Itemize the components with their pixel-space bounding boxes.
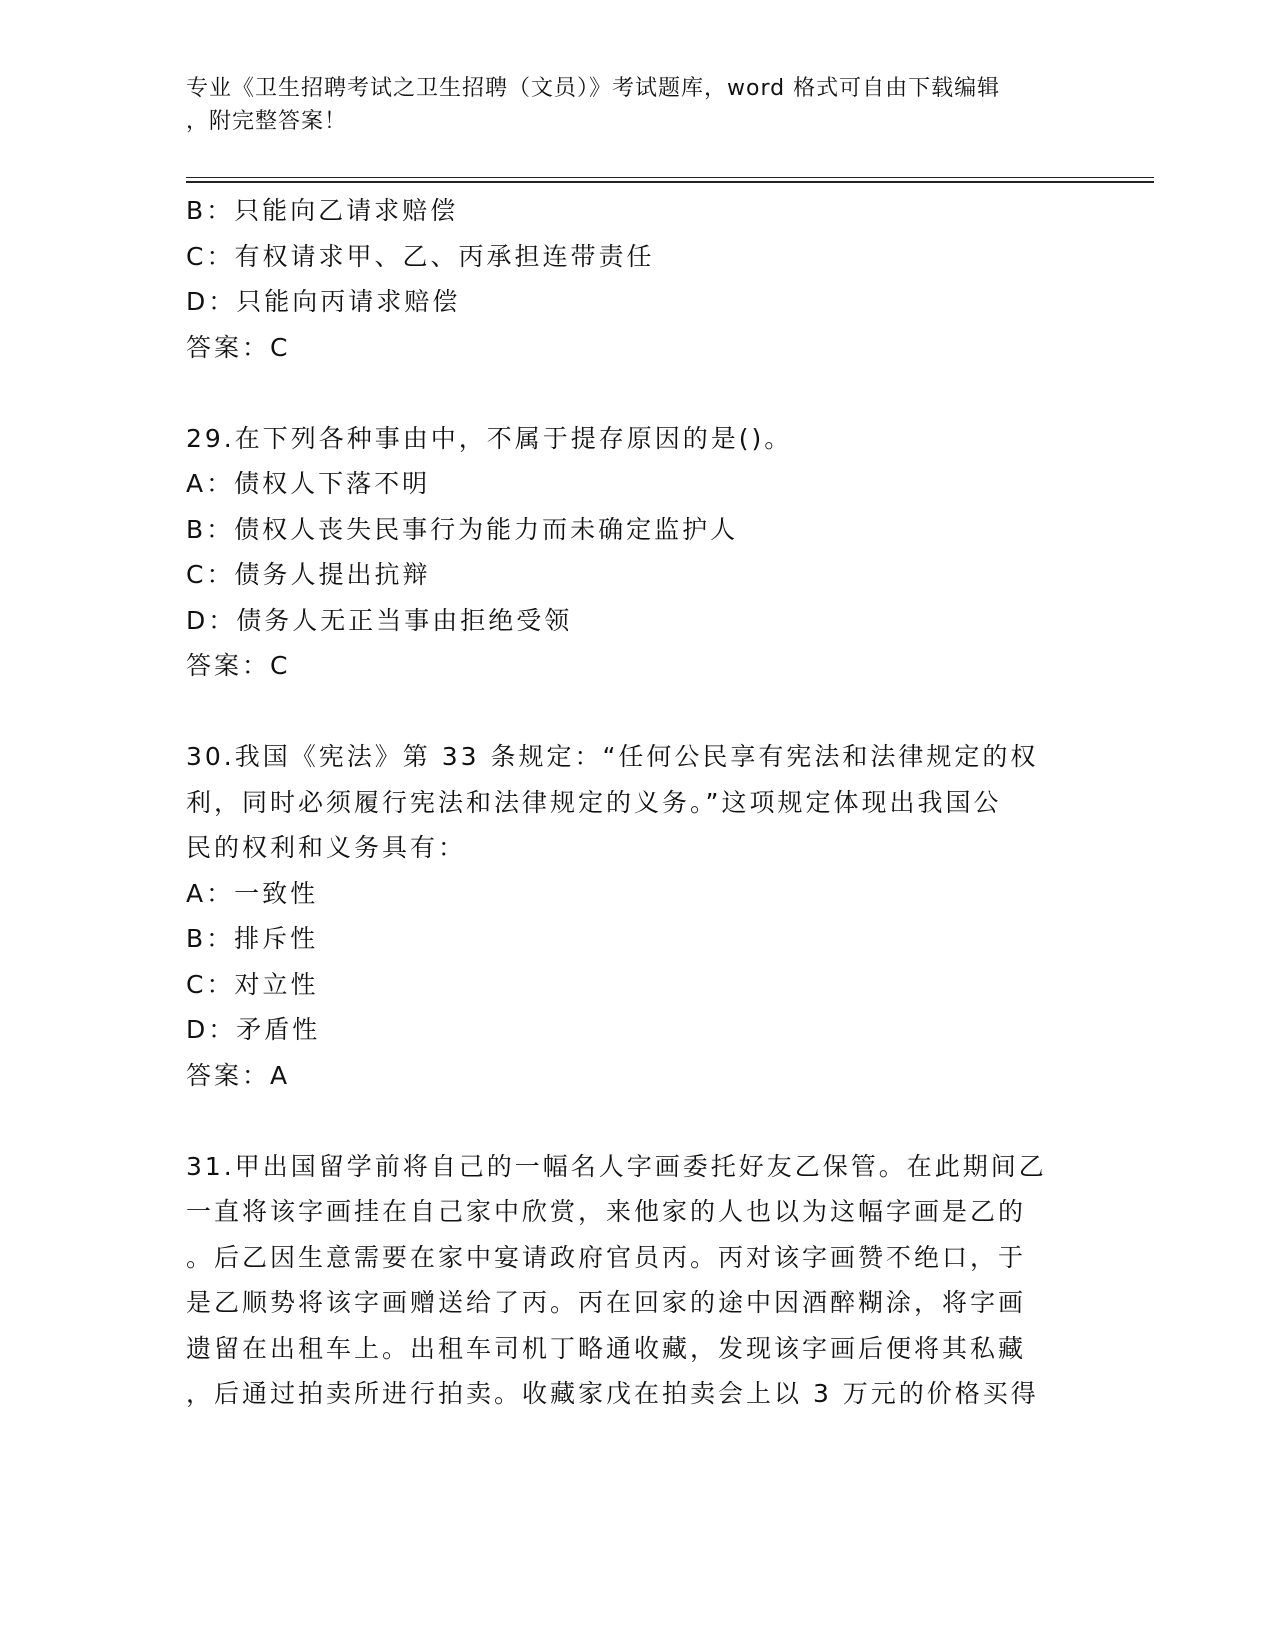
option-b: B：只能向乙请求赔偿 xyxy=(186,196,459,225)
header-divider-thick xyxy=(186,181,1154,183)
answer-line: 答案：A xyxy=(186,1060,291,1090)
question-stem-line: 30.我国《宪法》第 33 条规定：“任何公民享有宪法和法律规定的权 xyxy=(186,742,1039,771)
option-d: D：矛盾性 xyxy=(186,1015,321,1044)
answer-line: 答案：C xyxy=(186,332,291,362)
option-c: C：债务人提出抗辩 xyxy=(186,560,431,589)
question-30 xyxy=(186,734,1066,1098)
answer-line: 答案：C xyxy=(186,651,291,680)
option-a: A：一致性 xyxy=(186,878,319,908)
option-a: A：债权人下落不明 xyxy=(186,469,431,498)
question-stem-line: 。后乙因生意需要在家中宴请政府官员丙。丙对该字画赞不绝口，于 xyxy=(186,1242,1027,1272)
option-d: D：只能向丙请求赔偿 xyxy=(186,287,461,316)
option-b: B：债权人丧失民事行为能力而未确定监护人 xyxy=(186,514,739,544)
option-c: C：有权请求甲、乙、丙承担连带责任 xyxy=(186,241,655,271)
question-stem-line: 一直将该字画挂在自己家中欣赏，来他家的人也以为这幅字画是乙的 xyxy=(186,1197,1027,1226)
header-line-1: 专业《卫生招聘考试之卫生招聘（文员）》考试题库，word 格式可自由下载编辑 xyxy=(186,76,1001,101)
header-divider-thin xyxy=(186,177,1154,178)
question-stem-line: 遗留在出租车上。出租车司机丁略通收藏，发现该字画后便将其私藏 xyxy=(186,1333,1027,1363)
document-header xyxy=(186,72,1086,138)
question-stem-line: 利，同时必须履行宪法和法律规定的义务。”这项规定体现出我国公 xyxy=(186,787,1002,817)
question-29 xyxy=(186,416,1066,689)
option-b: B：排斥性 xyxy=(186,924,319,953)
question-stem-line: 31.甲出国留学前将自己的一幅名人字画委托好友乙保管。在此期间乙 xyxy=(186,1151,1047,1181)
question-31 xyxy=(186,1144,1066,1417)
question-stem-line: 民的权利和义务具有： xyxy=(186,833,467,862)
question-stem: 29.在下列各种事由中，不属于提存原因的是()。 xyxy=(186,423,793,453)
header-line-2: ，附完整答案！ xyxy=(186,109,348,134)
option-d: D：债务人无正当事由拒绝受领 xyxy=(186,605,573,635)
question-stem-line: 是乙顺势将该字画赠送给了丙。丙在回家的途中因酒醉糊涂，将字画 xyxy=(186,1288,1027,1317)
spacer xyxy=(186,689,1066,735)
question-stem-line: ，后通过拍卖所进行拍卖。收藏家戊在拍卖会上以 3 万元的价格买得 xyxy=(186,1379,1039,1408)
option-c: C：对立性 xyxy=(186,969,319,999)
question-body xyxy=(186,188,1066,1417)
spacer xyxy=(186,370,1066,416)
spacer xyxy=(186,1098,1066,1144)
question-28-tail xyxy=(186,188,1066,370)
